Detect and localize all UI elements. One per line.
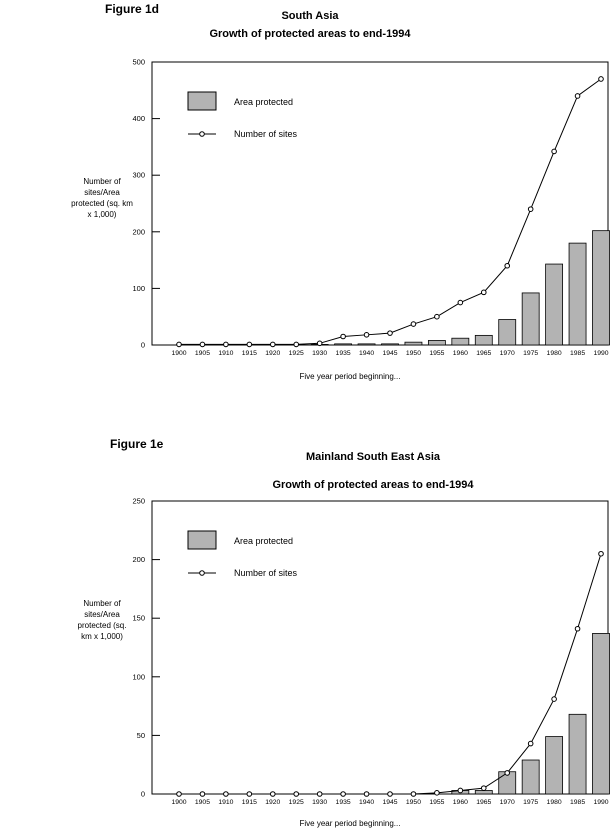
bar-1960: [452, 338, 469, 345]
x-tick-label: 1930: [312, 350, 328, 357]
y-axis-label-line: sites/Area: [84, 188, 120, 197]
line-series: [179, 554, 601, 794]
x-tick-label: 1935: [335, 799, 351, 806]
line-marker-1970: [505, 771, 510, 776]
bar-1985: [569, 714, 586, 794]
line-marker-1960: [458, 300, 463, 305]
x-tick-label: 1920: [265, 799, 281, 806]
y-tick-label: 100: [132, 672, 145, 682]
x-tick-label: 1960: [452, 350, 468, 357]
x-tick-label: 1990: [593, 799, 609, 806]
line-marker-1915: [247, 792, 252, 797]
line-marker-1990: [599, 77, 604, 82]
figure-1e-title: Mainland South East Asia: [305, 451, 441, 463]
x-tick-label: 1955: [429, 350, 445, 357]
legend-line-marker: [200, 132, 205, 137]
x-tick-label: 1925: [288, 799, 304, 806]
x-tick-label: 1950: [405, 799, 422, 806]
bar-1965: [475, 335, 492, 345]
x-tick-label: 1900: [171, 350, 187, 357]
figure-1d-label: Figure 1d: [105, 2, 160, 16]
line-marker-1980: [552, 697, 557, 702]
x-tick-label: 1945: [382, 799, 398, 806]
bar-1965: [475, 790, 492, 794]
x-tick-label: 1910: [218, 799, 234, 806]
y-tick-label: 500: [132, 57, 145, 67]
line-marker-1930: [317, 341, 322, 346]
plot-frame: [152, 501, 608, 794]
legend-bar-swatch: [188, 531, 216, 549]
line-marker-1950: [411, 792, 416, 797]
line-marker-1980: [552, 149, 557, 154]
line-marker-1990: [599, 551, 604, 556]
figure-1e-label: Figure 1e: [110, 437, 164, 451]
y-tick-label: 0: [140, 789, 145, 799]
x-tick-label: 1915: [241, 350, 257, 357]
x-tick-label: 1930: [312, 799, 328, 806]
legend-bar-label: Area protected: [234, 536, 294, 546]
legend-line-marker: [200, 571, 205, 576]
x-tick-label: 1985: [569, 799, 586, 806]
figure-1d-plot: [0, 0, 616, 400]
line-marker-1940: [364, 333, 369, 338]
x-tick-label: 1980: [546, 799, 562, 806]
y-axis-label-line: protected (sq.: [77, 621, 127, 630]
x-tick-label: 1900: [171, 799, 187, 806]
bar-1935: [335, 344, 352, 345]
legend-line-label: Number of sites: [234, 568, 298, 578]
x-tick-label: 1980: [546, 350, 562, 357]
line-marker-1925: [294, 792, 299, 797]
legend-bar-swatch: [188, 92, 216, 110]
line-marker-1965: [481, 290, 486, 295]
bar-1975: [522, 760, 539, 794]
figure-1d-title: South Asia: [281, 10, 339, 22]
x-tick-label: 1935: [335, 350, 351, 357]
y-axis-label-line: x 1,000): [87, 210, 117, 219]
line-marker-1915: [247, 342, 252, 347]
bar-1975: [522, 293, 539, 345]
y-tick-label: 250: [132, 496, 145, 506]
bar-1945: [382, 344, 399, 345]
line-marker-1975: [528, 741, 533, 746]
figure-1e-subtitle: Growth of protected areas to end-1994: [272, 479, 474, 491]
bar-1980: [546, 264, 563, 345]
plot-frame: [152, 62, 608, 345]
x-tick-label: 1985: [569, 350, 586, 357]
x-tick-label: 1905: [194, 799, 211, 806]
line-marker-1920: [270, 342, 275, 347]
line-marker-1965: [481, 786, 486, 791]
line-marker-1985: [575, 94, 580, 99]
line-marker-1900: [177, 342, 182, 347]
figure-1e-plot: [0, 430, 616, 835]
line-marker-1985: [575, 626, 580, 631]
x-tick-label: 1965: [476, 799, 492, 806]
bar-1990: [593, 231, 610, 345]
y-axis-label-line: Number of: [83, 599, 121, 608]
y-axis-label-line: Number of: [83, 177, 121, 186]
y-tick-label: 0: [140, 340, 145, 350]
y-tick-label: 200: [132, 227, 145, 237]
bar-1980: [546, 737, 563, 794]
x-tick-label: 1960: [452, 799, 468, 806]
x-tick-label: 1945: [382, 350, 398, 357]
line-marker-1975: [528, 207, 533, 212]
line-marker-1910: [224, 342, 229, 347]
line-marker-1950: [411, 322, 416, 327]
x-tick-label: 1920: [265, 350, 281, 357]
line-marker-1905: [200, 342, 205, 347]
x-tick-label: 1915: [241, 799, 257, 806]
y-tick-label: 200: [132, 555, 145, 565]
x-tick-label: 1975: [523, 799, 539, 806]
line-marker-1935: [341, 792, 346, 797]
line-marker-1910: [224, 792, 229, 797]
x-tick-label: 1955: [429, 799, 445, 806]
y-tick-label: 150: [132, 613, 145, 623]
x-tick-label: 1950: [405, 350, 422, 357]
x-tick-label: 1965: [476, 350, 492, 357]
y-axis-label-line: protected (sq. km: [71, 199, 133, 208]
line-marker-1905: [200, 792, 205, 797]
line-marker-1935: [341, 334, 346, 339]
x-tick-label: 1975: [523, 350, 539, 357]
line-marker-1945: [388, 792, 393, 797]
y-tick-label: 300: [132, 170, 145, 180]
x-tick-label: 1925: [288, 350, 304, 357]
bar-1940: [358, 344, 375, 345]
line-marker-1970: [505, 263, 510, 268]
line-marker-1925: [294, 342, 299, 347]
x-tick-label: 1970: [499, 350, 515, 357]
legend-bar-label: Area protected: [234, 97, 294, 107]
x-tick-label: 1940: [358, 799, 375, 806]
x-tick-label: 1990: [593, 350, 609, 357]
y-axis-label-line: km x 1,000): [81, 632, 123, 641]
figure-1e-x-axis-caption: Five year period beginning...: [299, 819, 401, 828]
bar-1990: [593, 633, 610, 794]
bar-1955: [428, 340, 445, 345]
figure-1d-x-axis-caption: Five year period beginning...: [299, 372, 401, 381]
figure-1d-subtitle: Growth of protected areas to end-1994: [209, 28, 411, 40]
line-marker-1930: [317, 792, 322, 797]
y-tick-label: 50: [136, 730, 145, 740]
line-marker-1920: [270, 792, 275, 797]
x-tick-label: 1905: [194, 350, 211, 357]
bar-1950: [405, 342, 422, 345]
y-axis-label-line: sites/Area: [84, 610, 120, 619]
line-marker-1940: [364, 792, 369, 797]
line-marker-1955: [435, 314, 440, 319]
line-marker-1960: [458, 788, 463, 793]
line-marker-1945: [388, 331, 393, 336]
line-marker-1900: [177, 792, 182, 797]
y-tick-label: 100: [132, 283, 145, 293]
x-tick-label: 1940: [358, 350, 375, 357]
x-tick-label: 1910: [218, 350, 234, 357]
line-marker-1955: [435, 791, 440, 796]
bar-1985: [569, 243, 586, 345]
legend-line-label: Number of sites: [234, 129, 298, 139]
x-tick-label: 1970: [499, 799, 515, 806]
bar-1970: [499, 320, 516, 345]
y-tick-label: 400: [132, 114, 145, 124]
